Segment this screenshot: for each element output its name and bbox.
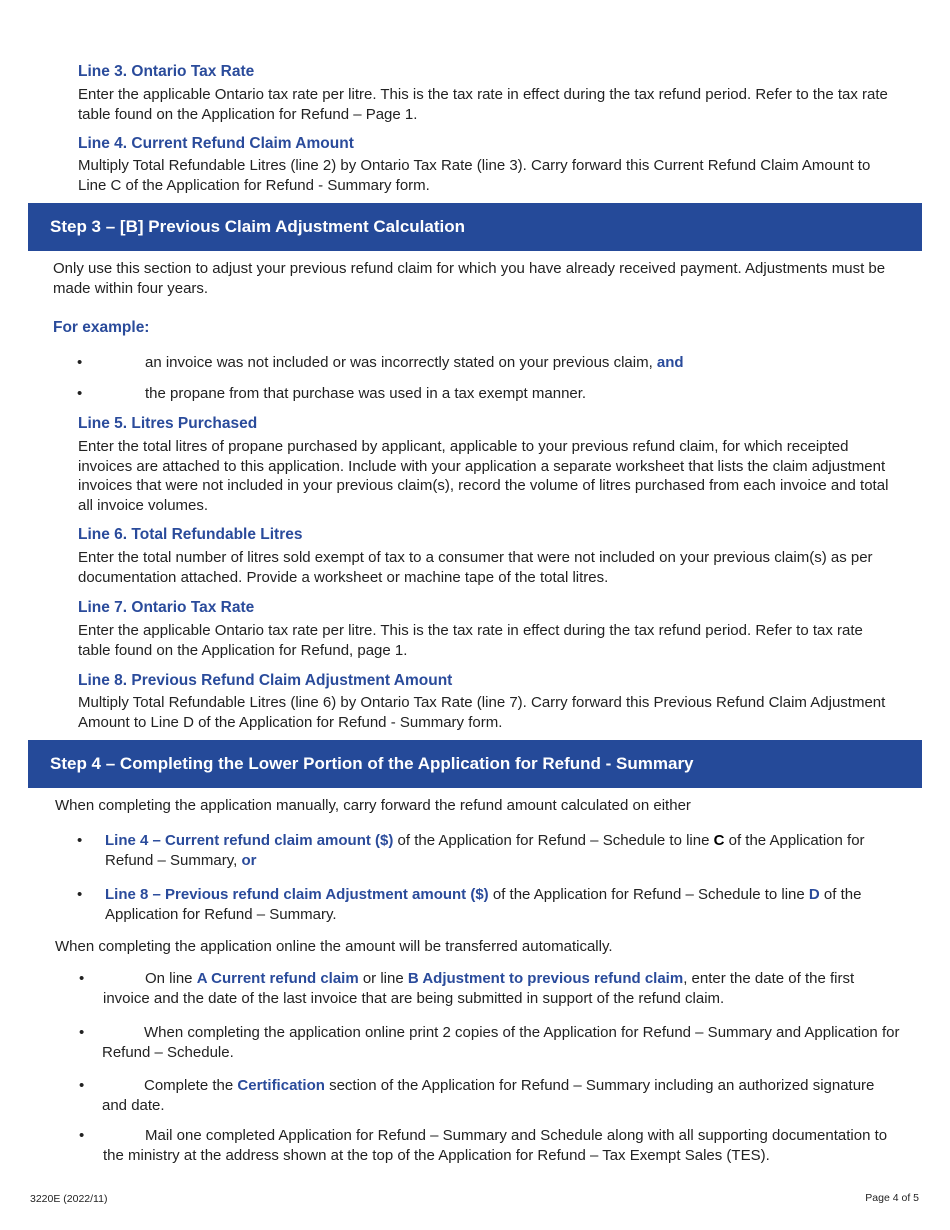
- step-3-banner: [28, 203, 922, 251]
- manual-bullet-line-4: [105, 831, 895, 870]
- step-4-title: Step 4 – Completing the Lower Portion of the Application for Refund - Summary: [50, 754, 694, 773]
- line-6-body: Enter the total number of litres sold exempt of tax to a consumer that were not included on your previous claim(s) as per documentation attached. Provide a worksheet or machine tape of the total litres.: [78, 549, 873, 586]
- line-4-reference: Line 4 – Current refund claim amount ($): [105, 832, 394, 849]
- online-bullet-3: [102, 1076, 902, 1115]
- line-8-reference: Line 8 – Previous refund claim Adjustment amount ($): [105, 886, 489, 903]
- line-3-heading: Line 3. Ontario Tax Rate: [78, 63, 255, 80]
- step-4-banner: [28, 740, 922, 788]
- example-bullet-1-text: an invoice was not included or was incorrectly stated on your previous claim,: [145, 354, 653, 371]
- example-label: For example:: [53, 319, 150, 336]
- online-bullet-1: [103, 969, 903, 1008]
- online-bullet-4: Mail one completed Application for Refund – Summary and Schedule along with all supporting documentation to the ministry at the address shown at the top of the Application for Refund – Tax Exempt Sales (TES).: [103, 1127, 888, 1164]
- line-8-body: Multiply Total Refundable Litres (line 6) by Ontario Tax Rate (line 7). Carry forward this Previous Refund Claim Adjustment Amount to Line D of the Application for Refund - Summary form.: [78, 694, 886, 731]
- online-intro: When completing the application online the amount will be transferred automatically.: [55, 938, 613, 955]
- step-3-title: Step 3 – [B] Previous Claim Adjustment Calculation: [50, 217, 466, 236]
- line-a-reference: A Current refund claim: [196, 970, 359, 987]
- online-bullet-1-pre: On line: [145, 970, 197, 987]
- example-bullet-2: the propane from that purchase was used in a tax exempt manner.: [145, 385, 587, 402]
- line-d-letter: D: [808, 886, 820, 903]
- bullet-marker: •: [79, 1024, 85, 1041]
- bullet-marker: •: [79, 1077, 85, 1094]
- online-bullet-3-pre: Complete the: [144, 1077, 238, 1094]
- form-number: 3220E (2022/11): [30, 1193, 108, 1205]
- manual-bullet-2-mid: of the Application for Refund – Schedule to line: [488, 886, 809, 903]
- step-3-intro: Only use this section to adjust your previous refund claim for which you have already received payment. Adjustments must be made within four years.: [53, 260, 886, 297]
- line-6-heading: Line 6. Total Refundable Litres: [78, 526, 303, 543]
- line-4-body: Multiply Total Refundable Litres (line 2) by Ontario Tax Rate (line 3). Carry forward this Current Refund Claim Amount to Line C of the Application for Refund - Summary form.: [78, 157, 871, 194]
- line-c-letter: C: [713, 832, 725, 849]
- certification-reference: Certification: [237, 1077, 325, 1094]
- bullet-marker: •: [79, 1127, 85, 1144]
- line-7-heading: Line 7. Ontario Tax Rate: [78, 599, 255, 616]
- bullet-marker: •: [79, 970, 85, 987]
- bullet-marker: •: [77, 385, 83, 402]
- online-bullet-1-mid: or line: [358, 970, 408, 987]
- line-4-heading: Line 4. Current Refund Claim Amount: [78, 135, 354, 152]
- example-bullet-1: [145, 353, 905, 373]
- line-3-body: Enter the applicable Ontario tax rate per litre. This is the tax rate in effect during the tax refund period. Refer to the tax rate table found on the Application for Refund – Page 1.: [78, 86, 888, 123]
- and-keyword: and: [656, 354, 684, 371]
- online-bullet-2: When completing the application online print 2 copies of the Application for Refund – Summary and Application for Refund – Schedule.: [102, 1024, 900, 1061]
- line-b-reference: B Adjustment to previous refund claim: [407, 970, 684, 987]
- line-5-heading: Line 5. Litres Purchased: [78, 415, 258, 432]
- bullet-marker: •: [77, 354, 83, 371]
- or-keyword: or: [241, 851, 257, 869]
- manual-bullet-line-8: [105, 885, 895, 924]
- line-8-heading: Line 8. Previous Refund Claim Adjustment Amount: [78, 672, 453, 689]
- manual-bullet-2-end: of the Application for Refund – Summary.: [105, 886, 862, 923]
- manual-bullet-1-mid: of the Application for Refund – Schedule to line: [393, 832, 714, 849]
- page-number: Page 4 of 5: [865, 1192, 919, 1204]
- bullet-marker: •: [77, 832, 83, 849]
- online-bullet-1-end: , enter the date of the first invoice and the date of the last invoice that are being submitted in support of the refund claim.: [103, 970, 855, 1007]
- online-bullet-3-end: section of the Application for Refund – Summary including an authorized signature and date.: [102, 1077, 875, 1114]
- bullet-marker: •: [77, 886, 83, 903]
- manual-bullet-1-end: of the Application for Refund – Summary,: [105, 832, 865, 869]
- line-7-body: Enter the applicable Ontario tax rate per litre. This is the tax rate in effect during the tax refund period. Refer to tax rate table found on the Application for Refund, page 1.: [78, 622, 863, 659]
- manual-intro: When completing the application manually, carry forward the refund amount calculated on either: [55, 797, 691, 814]
- line-5-body: Enter the total litres of propane purchased by applicant, applicable to your previous refund claim, for which receipted invoices are attached to this application. Include with your application a separate worksheet that lists the claim adjustment invoices that were not included in your previous claim(s), record the volume of litres purchased from each invoice and total all invoice volumes.: [78, 438, 889, 514]
